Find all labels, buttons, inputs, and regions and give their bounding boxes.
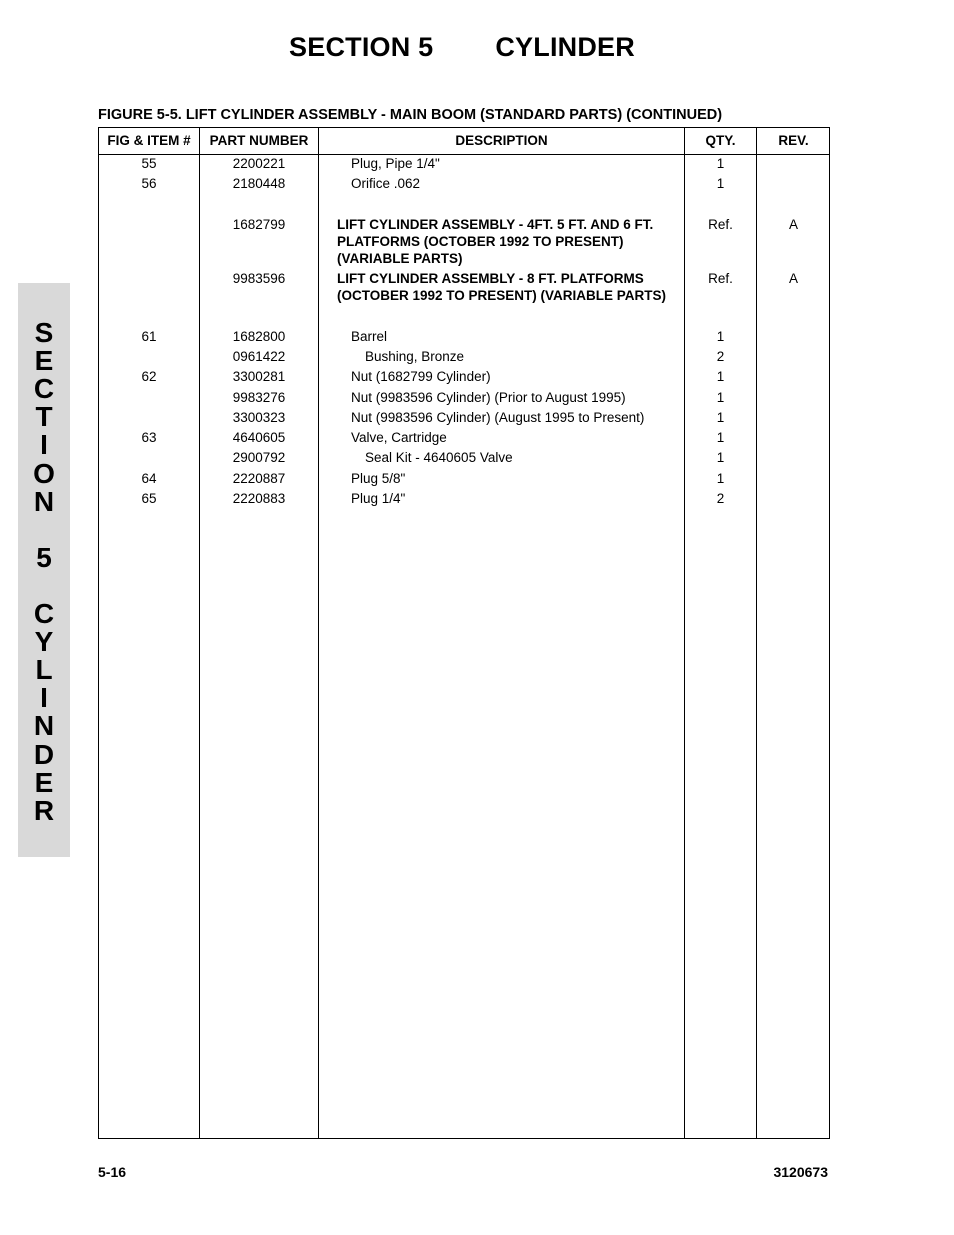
section-name: CYLINDER xyxy=(495,32,635,62)
description-cell: Plug 5/8" xyxy=(351,471,406,486)
col-header-fig-item: FIG & ITEM # xyxy=(107,133,191,148)
side-tab-letter: O xyxy=(33,457,55,489)
description-line: PLATFORMS (OCTOBER 1992 TO PRESENT) xyxy=(337,234,624,249)
side-tab-letter: C xyxy=(33,598,55,629)
description-line: LIFT CYLINDER ASSEMBLY - 4FT. 5 FT. AND 6 FT. xyxy=(337,217,654,232)
qty-cell: Ref. xyxy=(708,271,733,286)
part-number-cell: 2200221 xyxy=(232,156,286,171)
qty-cell: 1 xyxy=(716,369,725,384)
fig-item-cell: 64 xyxy=(141,471,157,486)
side-tab-letter: E xyxy=(34,766,54,798)
description-cell: Nut (1682799 Cylinder) xyxy=(351,369,491,384)
qty-cell: 1 xyxy=(716,450,725,465)
fig-item-cell: 56 xyxy=(141,176,157,191)
qty-cell: Ref. xyxy=(708,217,733,232)
part-number-cell: 9983276 xyxy=(232,390,286,405)
qty-cell: 1 xyxy=(716,156,725,171)
section-label: SECTION 5 xyxy=(289,32,434,62)
side-tab-letter: 5 xyxy=(36,541,52,573)
part-number-cell: 3300281 xyxy=(232,369,286,384)
part-number-cell: 3300323 xyxy=(232,410,286,425)
description-cell xyxy=(337,270,685,304)
qty-cell: 1 xyxy=(716,430,725,445)
rev-cell: A xyxy=(788,271,798,286)
description-line: LIFT CYLINDER ASSEMBLY - 8 FT. PLATFORMS xyxy=(337,271,644,286)
part-number-cell: 1682800 xyxy=(232,329,286,344)
side-tab-letter: C xyxy=(33,373,55,405)
side-tab-letter: I xyxy=(40,429,48,461)
side-tab-letter: I xyxy=(40,682,48,714)
qty-cell: 1 xyxy=(716,471,725,486)
description-cell: Plug, Pipe 1/4" xyxy=(351,156,440,171)
rev-cell: A xyxy=(788,217,798,232)
fig-item-cell: 61 xyxy=(141,329,157,344)
col-header-qty: QTY. xyxy=(705,133,736,148)
fig-item-cell: 63 xyxy=(141,430,157,445)
qty-cell: 2 xyxy=(716,349,725,364)
fig-item-cell: 55 xyxy=(141,156,157,171)
side-tab-letter: T xyxy=(35,401,53,433)
document-number: 3120673 xyxy=(773,1164,828,1180)
description-line: (OCTOBER 1992 TO PRESENT) (VARIABLE PARTS) xyxy=(337,288,667,303)
section-side-tab xyxy=(18,283,70,857)
part-number-cell: 2220887 xyxy=(232,471,286,486)
side-tab-letter: L xyxy=(35,654,53,686)
part-number-cell: 2220883 xyxy=(232,491,286,506)
description-line: (VARIABLE PARTS) xyxy=(337,251,463,266)
qty-cell: 2 xyxy=(716,491,725,506)
description-cell: Nut (9983596 Cylinder) (Prior to August 1995) xyxy=(351,390,626,405)
description-cell: Orifice .062 xyxy=(351,176,421,191)
page-number: 5-16 xyxy=(98,1164,127,1180)
part-number-cell: 1682799 xyxy=(232,217,286,232)
col-header-description: DESCRIPTION xyxy=(455,133,548,148)
description-cell: Valve, Cartridge xyxy=(351,430,447,445)
qty-cell: 1 xyxy=(716,390,725,405)
description-cell: Plug 1/4" xyxy=(351,491,406,506)
description-cell: Seal Kit - 4640605 Valve xyxy=(365,450,513,465)
description-cell: Barrel xyxy=(351,329,388,344)
fig-item-cell: 65 xyxy=(141,491,157,506)
side-tab-letter: D xyxy=(33,738,55,770)
side-tab-letter: Y xyxy=(34,626,54,658)
col-header-part-number: PART NUMBER xyxy=(209,133,309,148)
parts-table xyxy=(98,127,830,1139)
col-header-rev: REV. xyxy=(778,133,809,148)
side-tab-letter: S xyxy=(34,317,54,348)
qty-cell: 1 xyxy=(716,329,725,344)
side-tab-letter: R xyxy=(33,794,55,826)
side-tab-letter: E xyxy=(34,345,54,377)
part-number-cell: 0961422 xyxy=(232,349,286,364)
description-cell: Nut (9983596 Cylinder) (August 1995 to Present) xyxy=(351,410,645,425)
figure-title: FIGURE 5-5. LIFT CYLINDER ASSEMBLY - MAIN BOOM (STANDARD PARTS) (CONTINUED) xyxy=(98,107,723,123)
side-tab-letter: N xyxy=(33,710,55,742)
page-title xyxy=(0,32,924,63)
qty-cell: 1 xyxy=(716,410,725,425)
side-tab-letter: N xyxy=(33,485,55,517)
qty-cell: 1 xyxy=(716,176,725,191)
part-number-cell: 9983596 xyxy=(232,271,286,286)
description-cell: Bushing, Bronze xyxy=(365,349,465,364)
part-number-cell: 2180448 xyxy=(232,176,286,191)
part-number-cell: 2900792 xyxy=(232,450,286,465)
part-number-cell: 4640605 xyxy=(232,430,286,445)
fig-item-cell: 62 xyxy=(141,369,157,384)
description-cell xyxy=(337,216,685,267)
